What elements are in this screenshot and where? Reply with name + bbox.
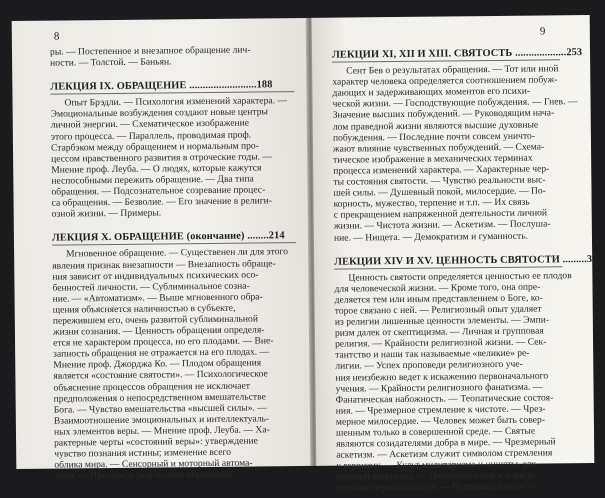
text-line: объяснение процессов обращения не исключает: [53, 380, 250, 394]
lecture-heading: ЛЕКЦИИ XI, XII И XIII. СВЯТОСТЬ ...................253: [331, 47, 583, 61]
text-line: ности. — Толстой. — Баньян.: [50, 56, 172, 69]
text-line: Старбэком между обращением и нормальным про-: [50, 140, 259, 154]
text-line: Мнение проф. Джорджа Ко. — Плодом обращения: [53, 357, 262, 371]
text-line: ние. — «Автоматизм». — Выше мгновенного обра-: [52, 291, 263, 305]
text-line: являются созидателями добра в мире. — Чрезмерный: [336, 436, 556, 450]
text-line: запность обращения не отражается на его плодах. —: [53, 346, 270, 360]
text-line: неспособными пережить обращение. — Два типа: [51, 173, 254, 187]
text-line: мерное милосердие. — Человек может быть совер-: [335, 414, 546, 428]
text-line: ных элементов веры. — Мнение проф. Леуба. — Ха-: [53, 424, 270, 438]
text-line: к героизму. — Культ милитаризма и нищеты, как: [336, 458, 537, 472]
text-line: аскетизм. — Аскетизм служит символом стремления: [336, 447, 553, 461]
text-line: тическое изображение в механических терминах: [333, 152, 533, 166]
text-line: щения объясняется наличностью в субъекте,: [52, 302, 236, 316]
text-line: Мгновенное обращение. — Существенен ли для этого: [66, 246, 289, 260]
text-line: рактерные черты «состояний веры»: утверждение: [54, 435, 258, 449]
text-line: корность, мужество, терпение и т.п. — Их связь: [333, 196, 530, 210]
text-line: тельные черты святости. — Противоположность: [336, 481, 536, 495]
text-line: лом праведной жизни являются высшие духовные: [332, 119, 539, 133]
text-line: ния неизбежно ведет к искажению первоначального: [335, 369, 549, 384]
text-line: дающих и задерживающих моментов его психи-: [332, 85, 531, 99]
text-line: с прекращением напряженной деятельности личной: [333, 207, 548, 221]
page-content: [331, 41, 603, 495]
text-line: деляется тем или иным представлением о Боге, ко-: [334, 292, 543, 306]
text-line: ется не характером процесса, но его плодами. — Вне-: [52, 335, 274, 349]
lecture-heading: ЛЕКЦИЯ IX. ОБРАЩЕНИЕ .........................188: [50, 79, 273, 93]
text-line: ческой жизни. — Господствующие побуждения. — Гнев. —: [332, 96, 578, 111]
text-line: характер человека определяется соотношением побуж-: [332, 74, 558, 88]
text-line: пережившем его, очень развитой сублиминальной: [52, 313, 258, 327]
left-page: [12, 18, 313, 482]
page-number: 9: [539, 25, 546, 38]
text-line: озной жизни. — Примеры.: [51, 207, 162, 220]
text-line: явления признак внезапности — Внезапность обраще-: [52, 257, 276, 272]
text-line: учения. — Крайности религиозного фанатизма. —: [335, 381, 543, 395]
text-line: явлений аскетизма. — Положительные и отрица-: [336, 469, 537, 484]
text-line: Ценность святости определяется ценностью ее плодов: [348, 269, 572, 284]
lecture-heading: ЛЕКЦИИ XIV И XV. ЦЕННОСТЬ СВЯТОСТИ .........322: [334, 253, 603, 268]
text-line: из религии лишенные ценности элементы. — Эмпи-: [334, 314, 550, 328]
text-line: ния. — Чрезмерное стремление к чистоте. — Чрез-: [335, 403, 546, 417]
open-book: [12, 15, 603, 495]
text-line: лигии. — Успех проповеди религиозного уче-: [335, 359, 523, 373]
text-line: процесса изменений характера. — Характерные чер-: [333, 163, 550, 177]
text-line: шей силы. — Душевный покой, милосердие. — По-: [333, 185, 546, 199]
text-line: жизни. — Чистота жизни. — Аскетизм. — Послуша-: [333, 218, 551, 233]
text-line: Опыт Брэдли. — Психология изменений характера. —: [64, 95, 288, 109]
text-line: ризм далек от скептицизма. — Личная и групповая: [334, 325, 544, 339]
text-line: бенностей личности. — Сублиминальное созна-: [52, 280, 250, 294]
text-line: Сент Бев о результатах обращения. — Тот или иной: [346, 63, 559, 77]
text-line: жают влияние чувственных побуждений. — Схема-: [332, 141, 545, 155]
text-line: обращения. — Подсознательное созревание процес-: [51, 184, 266, 198]
text-line: шенным только в совершенной среде. — Святые: [335, 425, 536, 439]
text-line: жизни сознания. — Ценность обращения определя-: [52, 324, 265, 338]
text-line: личной энергии. — Схематическое изображение: [50, 118, 250, 132]
text-line: для человеческой жизни. — Кроме того, она опре-: [334, 281, 541, 295]
text-line: Мнение проф. Леуба. — О людях, которые кажутся: [51, 162, 262, 176]
text-line: предположения о непосредственном вмешательстве: [53, 391, 266, 405]
text-line: тантство и наши так называемые «великие» ре-: [335, 347, 530, 362]
text-line: Бога. — Чувство вмешательства «высшей силы». —: [53, 402, 267, 416]
text-line: цессом нравственного развития в отроческие годы. —: [51, 151, 273, 165]
lecture-heading: ЛЕКЦИЯ X. ОБРАЩЕНИЕ (окончание) ........214: [51, 230, 285, 244]
text-line: этого процесса. — Параллель, проводимая проф.: [50, 129, 252, 143]
text-line: ты состояния святости. — Чувство реальности выс-: [333, 174, 546, 188]
text-line: тизм. — Прочность результатов обращения.: [54, 469, 235, 482]
text-line: Эмоциональные возбуждения создают новые центры: [50, 106, 269, 121]
text-line: ры. — Постепенное и внезапное обращение лич-: [49, 44, 251, 58]
text-line: чувство познания истины; изменение всего: [54, 446, 232, 460]
text-line: торое связано с ней. — Религиозный опыт удаляет: [334, 303, 542, 317]
text-line: ния зависит от индивидуальных психических осо-: [52, 269, 259, 283]
text-line: ние. — Нищета. — Демократизм и гуманность.: [333, 230, 529, 244]
page-content: [50, 44, 299, 482]
page-number: 8: [53, 30, 60, 43]
text-line: Взаимоотношение эмоциональных и интеллектуаль-: [53, 413, 270, 427]
text-line: облика мира. — Сенсорный и моторный автома-: [54, 457, 253, 471]
text-line: религия. — Крайности религиозной жизни. — Сек-: [335, 336, 547, 350]
text-line: является «состояние святости». — Психологическое: [53, 368, 268, 383]
text-line: Значение высших побуждений. — Руководящим нача-: [332, 107, 555, 122]
text-line: Фанатическая набожность. — Теопатические состоя-: [335, 392, 554, 406]
right-page: [312, 15, 603, 495]
text-line: побуждения. — Последние почти совсем уничто-: [332, 130, 536, 144]
text-line: са обращения. — Безволие. — Его значение в религи-: [51, 195, 273, 209]
